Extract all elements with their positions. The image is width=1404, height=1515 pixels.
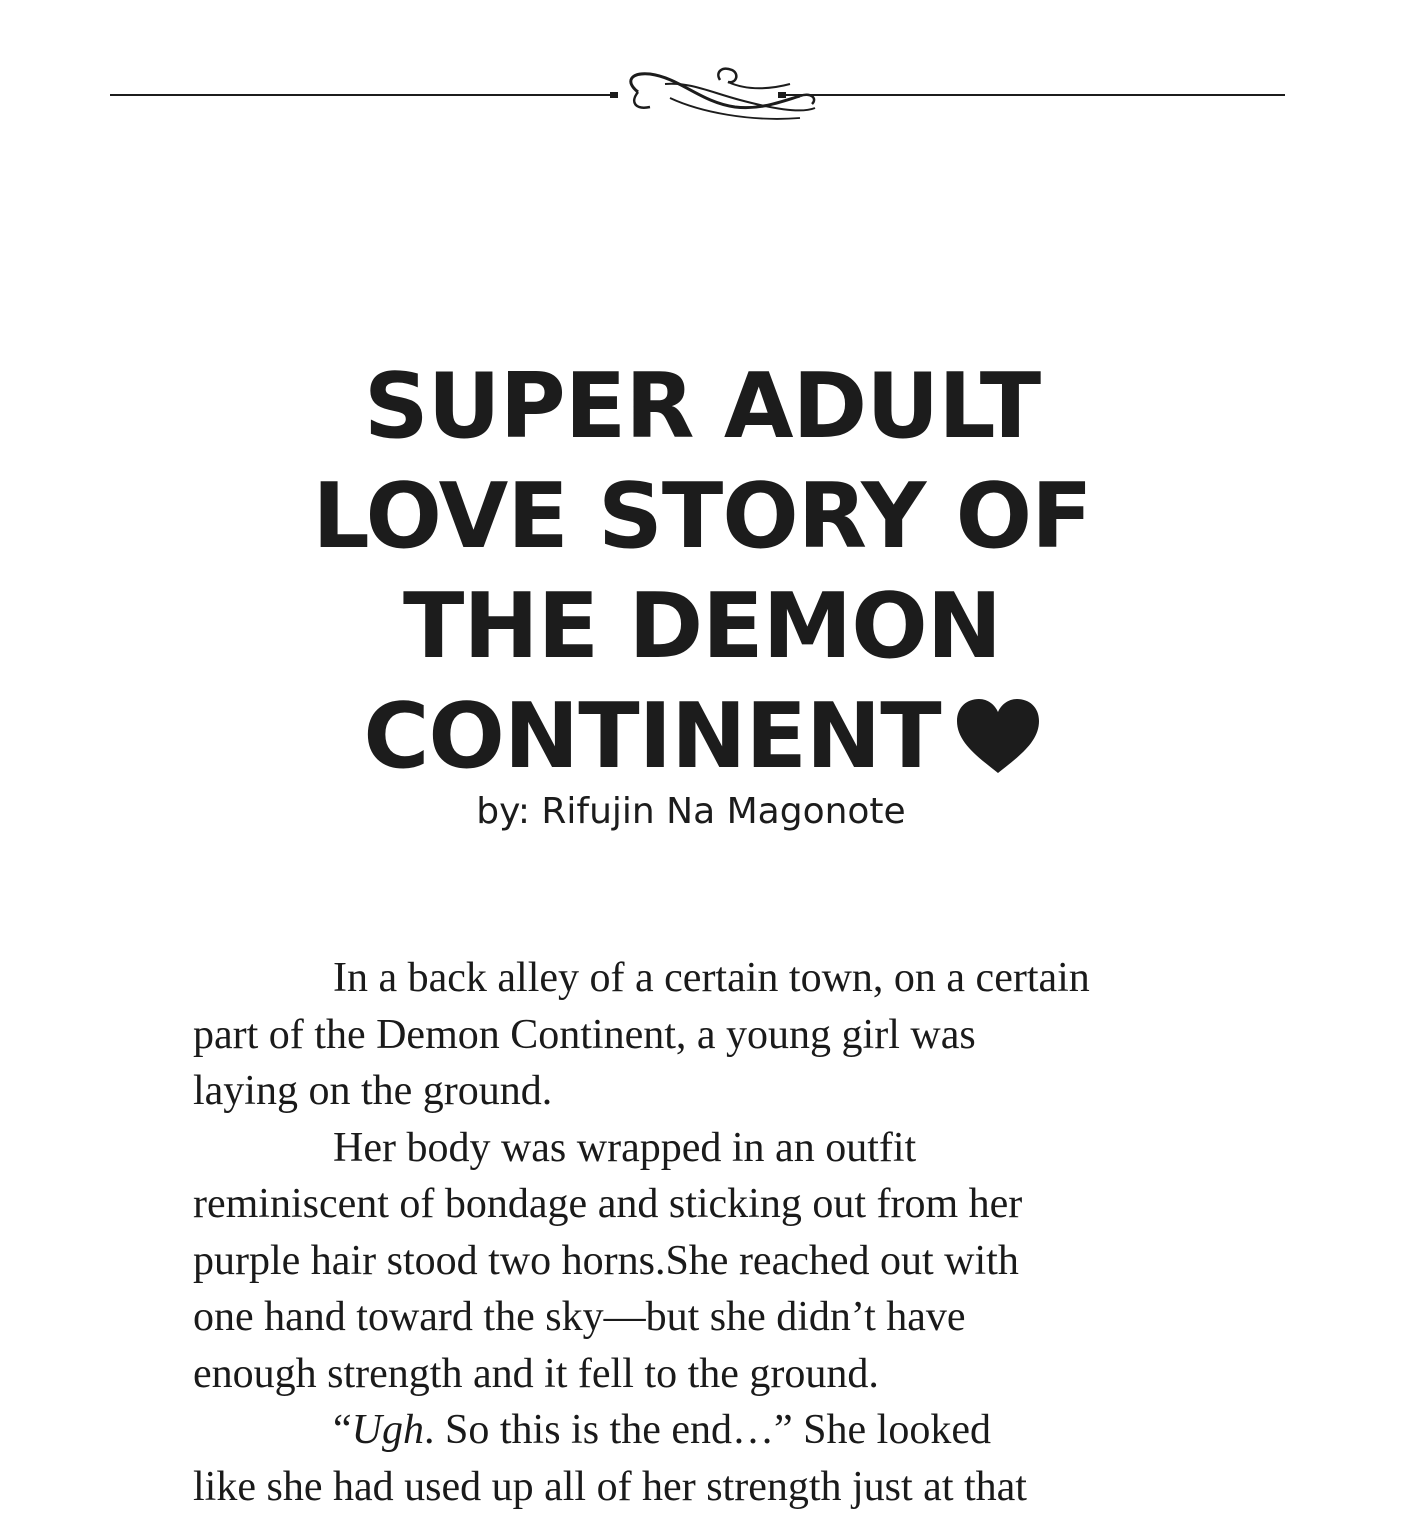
paragraph-line: part of the Demon Continent, a young girl was [193,1007,1203,1064]
title-line-4 [0,682,1404,792]
paragraph-line: enough strength and it fell to the ground. [193,1346,1203,1403]
quote-rest: . So this is the end…” She looked [424,1407,991,1453]
title-line-3: THE DEMON [0,572,1404,682]
story-title [0,352,1404,792]
title-line-2: LOVE STORY OF [0,462,1404,572]
open-quote: “ [333,1407,352,1453]
decorative-divider-icon [110,62,1285,132]
paragraph-line: laying on the ground. [193,1063,1203,1120]
heart-icon [955,697,1041,775]
italic-word: Ugh [352,1407,424,1453]
story-body [193,950,1203,1515]
paragraph-line: purple hair stood two horns.She reached out with [193,1233,1203,1290]
paragraph-line: like she had used up all of her strength just at that [193,1459,1203,1515]
title-line-4-text: CONTINENT [363,684,940,789]
paragraph-1 [193,950,1203,1120]
paragraph-line: Her body was wrapped in an outfit [193,1120,1203,1177]
paragraph-line: In a back alley of a certain town, on a certain [193,950,1203,1007]
paragraph-3 [193,1402,1203,1515]
author-byline: by: Rifujin Na Magonote [0,788,1382,836]
paragraph-line [193,1402,1203,1459]
paragraph-line: one hand toward the sky—but she didn’t have [193,1289,1203,1346]
paragraph-line: reminiscent of bondage and sticking out from her [193,1176,1203,1233]
title-line-1: SUPER ADULT [0,352,1404,462]
paragraph-2 [193,1120,1203,1403]
